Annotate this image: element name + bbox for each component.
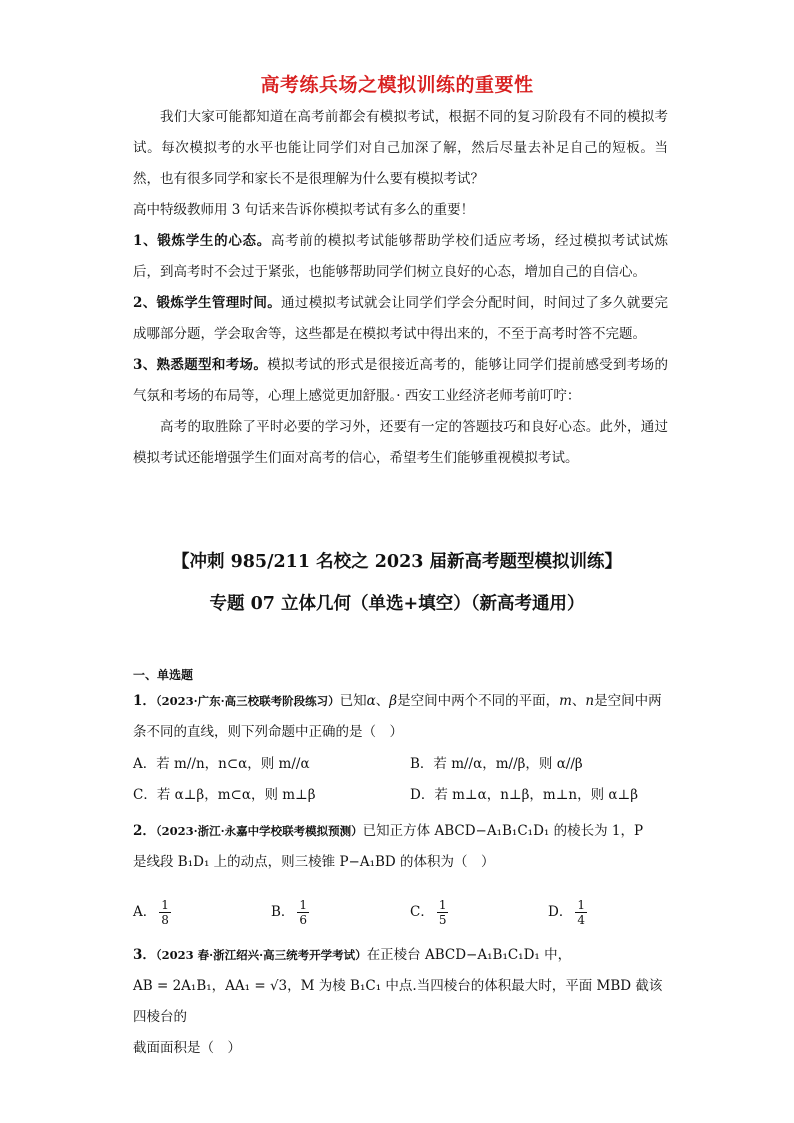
question-3-number: 3． xyxy=(133,947,156,963)
denominator: 4 xyxy=(577,913,585,927)
question-1-text-c: 是空间中两条不同的直线，则下列命题中正确的是（ ） xyxy=(133,693,662,740)
question-2-text-b: 是线段 B₁D₁ 上的动点，则三棱锥 P−A₁BD 的体积为（ ） xyxy=(133,854,495,870)
question-2-option-a xyxy=(133,898,171,927)
denominator: 6 xyxy=(299,913,308,927)
numerator: 1 xyxy=(438,898,447,912)
main-title-line-2: 专题 07 立体几何（单选+填空）（新高考通用） xyxy=(209,594,585,614)
question-1-number: 1． xyxy=(133,693,156,709)
intro-paragraph-6: 高考的取胜除了平时必要的学习外，还要有一定的答题技巧和良好心态。此外，通过模拟考试还能增强学生们面对高考的信心，希望考生们能够重视模拟考试。 xyxy=(133,419,668,466)
question-1-stem xyxy=(133,686,668,748)
numerator: 1 xyxy=(577,898,585,912)
question-1-text-b: 是空间中两个不同的平面， xyxy=(397,693,560,709)
intro-point-3 xyxy=(133,350,668,412)
intro-point-1 xyxy=(133,226,668,288)
question-2-number: 2． xyxy=(133,823,156,839)
option-letter: D． xyxy=(548,904,573,920)
option-letter: C． xyxy=(410,904,434,920)
question-2-option-b xyxy=(271,898,309,927)
separator: 、 xyxy=(571,693,586,709)
section-heading: 一、单选题 xyxy=(133,668,194,682)
main-title-line-1: 【冲刺 985/211 名校之 2023 届新高考题型模拟训练】 xyxy=(171,552,623,572)
intro-title: 高考练兵场之模拟训练的重要性 xyxy=(260,74,534,96)
question-1-option-b: B．若 m//α，m//β，则 α//β xyxy=(410,756,583,772)
question-1-text-a: 已知 xyxy=(339,693,367,709)
question-1-source: （2023·广东·高三校联考阶段练习） xyxy=(155,694,340,708)
point-1-heading: 1、锻炼学生的心态。 xyxy=(133,233,271,249)
question-2-text-a: 已知正方体 ABCD−A₁B₁C₁D₁ 的棱长为 1，P xyxy=(362,823,644,839)
fraction xyxy=(297,898,309,927)
fraction xyxy=(159,898,171,927)
numerator: 1 xyxy=(161,898,169,912)
point-3-text: 模拟考试的形式是很接近高考的，能够让同学们提前感受到考场的气氛和考场的布局等，心理上感觉更加舒服。· 西安工业经济老师考前叮咛： xyxy=(133,357,668,404)
intro-paragraph-2: 高中特级教师用 3 句话来告诉你模拟考试有多么的重要！ xyxy=(133,202,475,218)
option-letter: A． xyxy=(133,904,157,920)
intro-paragraph-1: 我们大家可能都知道在高考前都会有模拟考试，根据不同的复习阶段有不同的模拟考试。每次模拟考的水平也能让同学们对自己加深了解，然后尽量去补足自己的短板。当然，也有很多同学和家长不是很理解为什么要有模拟考试？ xyxy=(133,109,668,187)
symbol-n: n xyxy=(585,693,595,709)
numerator: 1 xyxy=(299,898,308,912)
question-3-text-c: 截面面积是（ ） xyxy=(133,1040,241,1056)
point-2-heading: 2、锻炼学生管理时间。 xyxy=(133,295,282,311)
question-3-stem xyxy=(133,940,668,1064)
question-2-stem xyxy=(133,816,668,878)
question-3-text-b: AB = 2A₁B₁，AA₁ = √3，M 为棱 B₁C₁ 中点.当四棱台的体积最大时，平面 MBD 截该四棱台的 xyxy=(133,978,663,1025)
question-1-option-d: D．若 m⊥α，n⊥β，m⊥n，则 α⊥β xyxy=(410,787,639,803)
point-1-text: 高考前的模拟考试能够帮助学校们适应考场，经过模拟考试试炼后，到高考时不会过于紧张，也能够帮助同学们树立良好的心态，增加自己的自信心。 xyxy=(133,233,668,280)
question-3-text-a: 在正棱台 ABCD−A₁B₁C₁D₁ 中， xyxy=(366,947,572,963)
symbol-alpha: α xyxy=(366,693,376,709)
symbol-m: m xyxy=(559,693,572,709)
symbol-beta: β xyxy=(389,693,398,709)
point-3-heading: 3、熟悉题型和考场。 xyxy=(133,357,268,373)
question-2-option-d xyxy=(548,898,587,927)
option-letter: B． xyxy=(271,904,295,920)
intro-point-2 xyxy=(133,288,668,350)
question-3-source: （2023 春·浙江绍兴·高三统考开学考试） xyxy=(155,948,367,962)
fraction xyxy=(575,898,587,927)
denominator: 5 xyxy=(438,913,447,927)
separator: 、 xyxy=(375,693,390,709)
question-2-source: （2023·浙江·永嘉中学校联考模拟预测） xyxy=(155,824,363,838)
denominator: 8 xyxy=(161,913,169,927)
question-2-option-c xyxy=(410,898,448,927)
point-2-text: 通过模拟考试就会让同学们学会分配时间，时间过了多久就要完成哪部分题，学会取舍等，这些都是在模拟考试中得出来的，不至于高考时答不完题。 xyxy=(133,295,668,342)
fraction xyxy=(437,898,449,927)
question-1-option-c: C．若 α⊥β，m⊂α，则 m⊥β xyxy=(133,787,316,803)
question-1-option-a: A．若 m//n，n⊂α，则 m//α xyxy=(133,756,310,772)
